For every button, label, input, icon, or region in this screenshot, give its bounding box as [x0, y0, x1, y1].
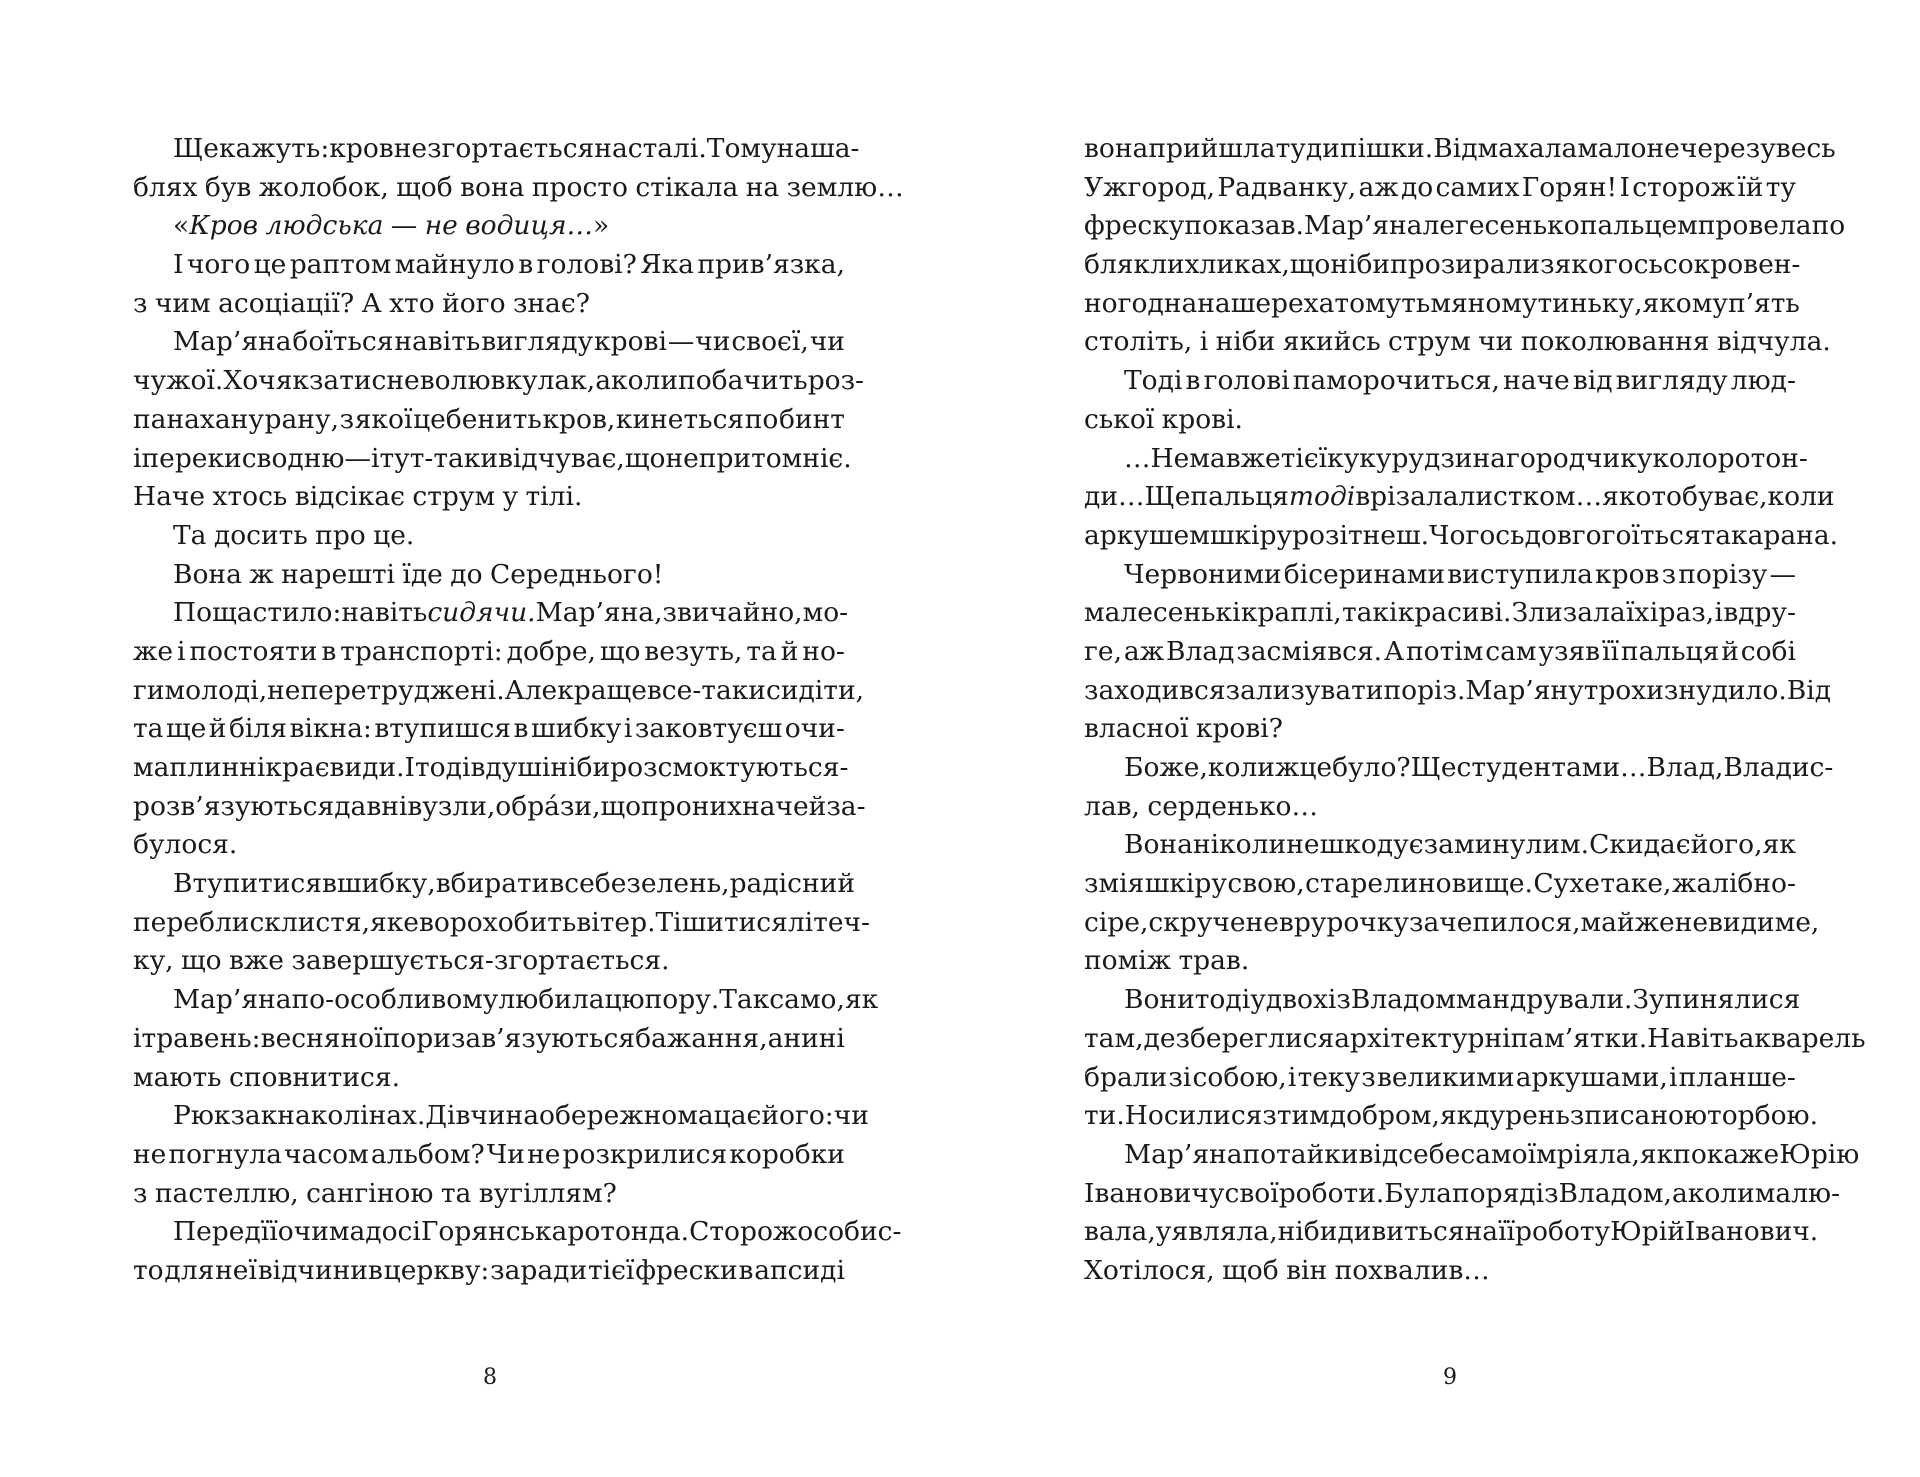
text-line: Червоними бісеринами виступила кров з порізу — — [1124, 558, 1796, 590]
text-line: Мар’яна боїться навіть вигляду крові — чи своєї, чи — [173, 326, 845, 358]
text-line: Пощастило: навіть сидячи. Мар’яна, звичайно, мо- — [173, 597, 849, 629]
text-line: і травень: весняної пори зав’язуються бажання, а нині — [133, 1022, 845, 1054]
text-line: поміж трав. — [1084, 945, 1250, 977]
text-line: ської крові. — [1084, 403, 1243, 435]
text-line: розв’язуються давні вузли, обрáзи, що про них наче й за- — [133, 790, 866, 822]
text-line: і перекис водню — і тут-таки відчуває, що непритомніє. — [133, 442, 852, 474]
text-line: ге, аж Влад засміявся. А потім сам узяв її пальця й собі — [1084, 635, 1796, 667]
right-page — [960, 0, 1920, 1477]
text-line: ного дна на шерехатому тьмяному тиньку, якому п’ять — [1084, 287, 1800, 319]
right-page-text — [1084, 130, 1866, 1291]
text-line: Тоді в голові паморочиться, наче від вигляду люд- — [1124, 365, 1796, 397]
text-line: з чим асоціації? А хто його знає? — [133, 287, 590, 319]
text-line: то для неї відчинив церкву: заради тієї фрески в апсиді — [133, 1254, 845, 1286]
text-line: з пастеллю, сангіною та вугіллям? — [133, 1177, 617, 1209]
text-line: лав, серденько… — [1084, 790, 1318, 822]
text-line: мають сповнитися. — [133, 1061, 400, 1093]
text-line: Ще кажуть: кров не згортається на сталі. Тому на ша- — [173, 133, 860, 164]
text-line: чужої. Хоч як затисне волю в кулак, а коли побачить роз- — [133, 365, 865, 397]
text-line: Вона ніколи не шкодує за минулим. Скидає його, як — [1124, 829, 1796, 861]
text-line: там, де збереглися архітектурні пам’ятки. Навіть акварель — [1084, 1022, 1866, 1054]
left-page-number: 8 — [483, 1365, 497, 1390]
text-line: ма плинні краєвиди. І тоді в душі ніби розсмоктуються- — [133, 752, 849, 783]
text-line: століть, і ніби якийсь струм чи поколювання відчула. — [1084, 326, 1831, 358]
text-line: Та досить про це. — [173, 519, 415, 551]
text-line: змія шкіру свою, старе линовище. Сухе таке, жалібно- — [1084, 868, 1796, 900]
text-line: вала, уявляла, ніби дивиться на її роботу Юрій Іванович. — [1084, 1216, 1819, 1248]
text-line: Втупитися в шибку, вбирати в себе зелень, радісний — [173, 868, 855, 900]
text-line: же і постояти в транспорті: добре, що везуть, та й но- — [133, 635, 845, 667]
text-line: Рюкзак на колінах. Дівчина обережно мацає його: чи — [173, 1100, 869, 1132]
text-line: бляклих ликах, що ніби прозирали з якогось сокровен- — [1084, 249, 1801, 281]
text-line: переблиск листя, яке ворохобить вітер. Тішитися літеч- — [133, 906, 870, 938]
text-line: …Нема вже тієї кукурудзи на городчику коло ротон- — [1124, 442, 1808, 474]
right-page-number: 9 — [1443, 1365, 1457, 1390]
text-line: Хотілося, щоб він похвалив… — [1084, 1254, 1490, 1286]
text-line: заходився зализувати поріз. Мар’яну трохи знудило. Від — [1084, 674, 1832, 706]
text-line: Вони тоді удвох із Владом мандрували. Зупинялися — [1124, 984, 1801, 1016]
text-line: блях був жолобок, щоб вона просто стікала на землю… — [133, 171, 904, 203]
text-line: власної крові? — [1084, 713, 1283, 745]
text-line: булося. — [133, 829, 238, 861]
text-line: Перед її очима досі Горянська ротонда. Сторож особис- — [173, 1216, 902, 1248]
text-line: ги молоді, не перетруджені. Але краще все-таки сидіти, — [133, 674, 865, 706]
text-line: Івановичу свої роботи. Була поряд із Владом, а коли малю- — [1084, 1177, 1841, 1209]
text-line: Боже, коли ж це було? Ще студентами… Влад, Владис- — [1124, 752, 1834, 783]
text-line: сіре, скручене в рурочку зачепилося, майже невидиме, — [1084, 906, 1820, 938]
text-line: та ще й біля вікна: втупишся в шибку і заковтуєш очи- — [133, 713, 845, 745]
text-line: малесенькі краплі, такі красиві. Злизала їх і раз, і вдру- — [1084, 597, 1796, 629]
text-line: брали зі собою, і теку з великими аркушами, і планше- — [1084, 1061, 1796, 1093]
text-line: фреску показав. Мар’яна легесенько пальцем провела по — [1084, 210, 1846, 242]
text-line: не погнула часом альбом? Чи не розкрилися коробки — [133, 1138, 845, 1170]
text-line: аркушем шкіру розітнеш. Чогось довго гоїться така рана. — [1084, 519, 1839, 551]
text-line: Ужгород, Радванку, аж до самих Горян! І сторож їй ту — [1084, 171, 1796, 203]
text-line: ти. Носилися з тим добром, як дурень з писаною торбою. — [1084, 1100, 1819, 1132]
text-line: Мар’яна потайки від себе самої мріяла, як покаже Юрію — [1124, 1138, 1860, 1170]
text-line: І чого це раптом майнуло в голові? Яка прив’язка, — [173, 249, 845, 281]
text-line: Вона ж нарешті їде до Середнього! — [173, 558, 664, 590]
text-line: Мар’яна по-особливому любила цю пору. Так само, як — [173, 984, 879, 1016]
text-line: вона прийшла туди пішки. Відмахала мало не через увесь — [1084, 133, 1836, 164]
text-line: «Кров людська — не водиця…» — [173, 210, 610, 242]
text-line: Наче хтось відсікає струм у тілі. — [133, 481, 583, 513]
text-line: панахану рану, з якої цебенить кров, кинеться по бинт — [133, 403, 845, 435]
text-line: ди… Ще пальця тоді врізала листком… як ото буває, коли — [1084, 481, 1835, 513]
text-line: ку, що вже завершується-згортається. — [133, 945, 670, 977]
left-page-text — [133, 130, 904, 1291]
